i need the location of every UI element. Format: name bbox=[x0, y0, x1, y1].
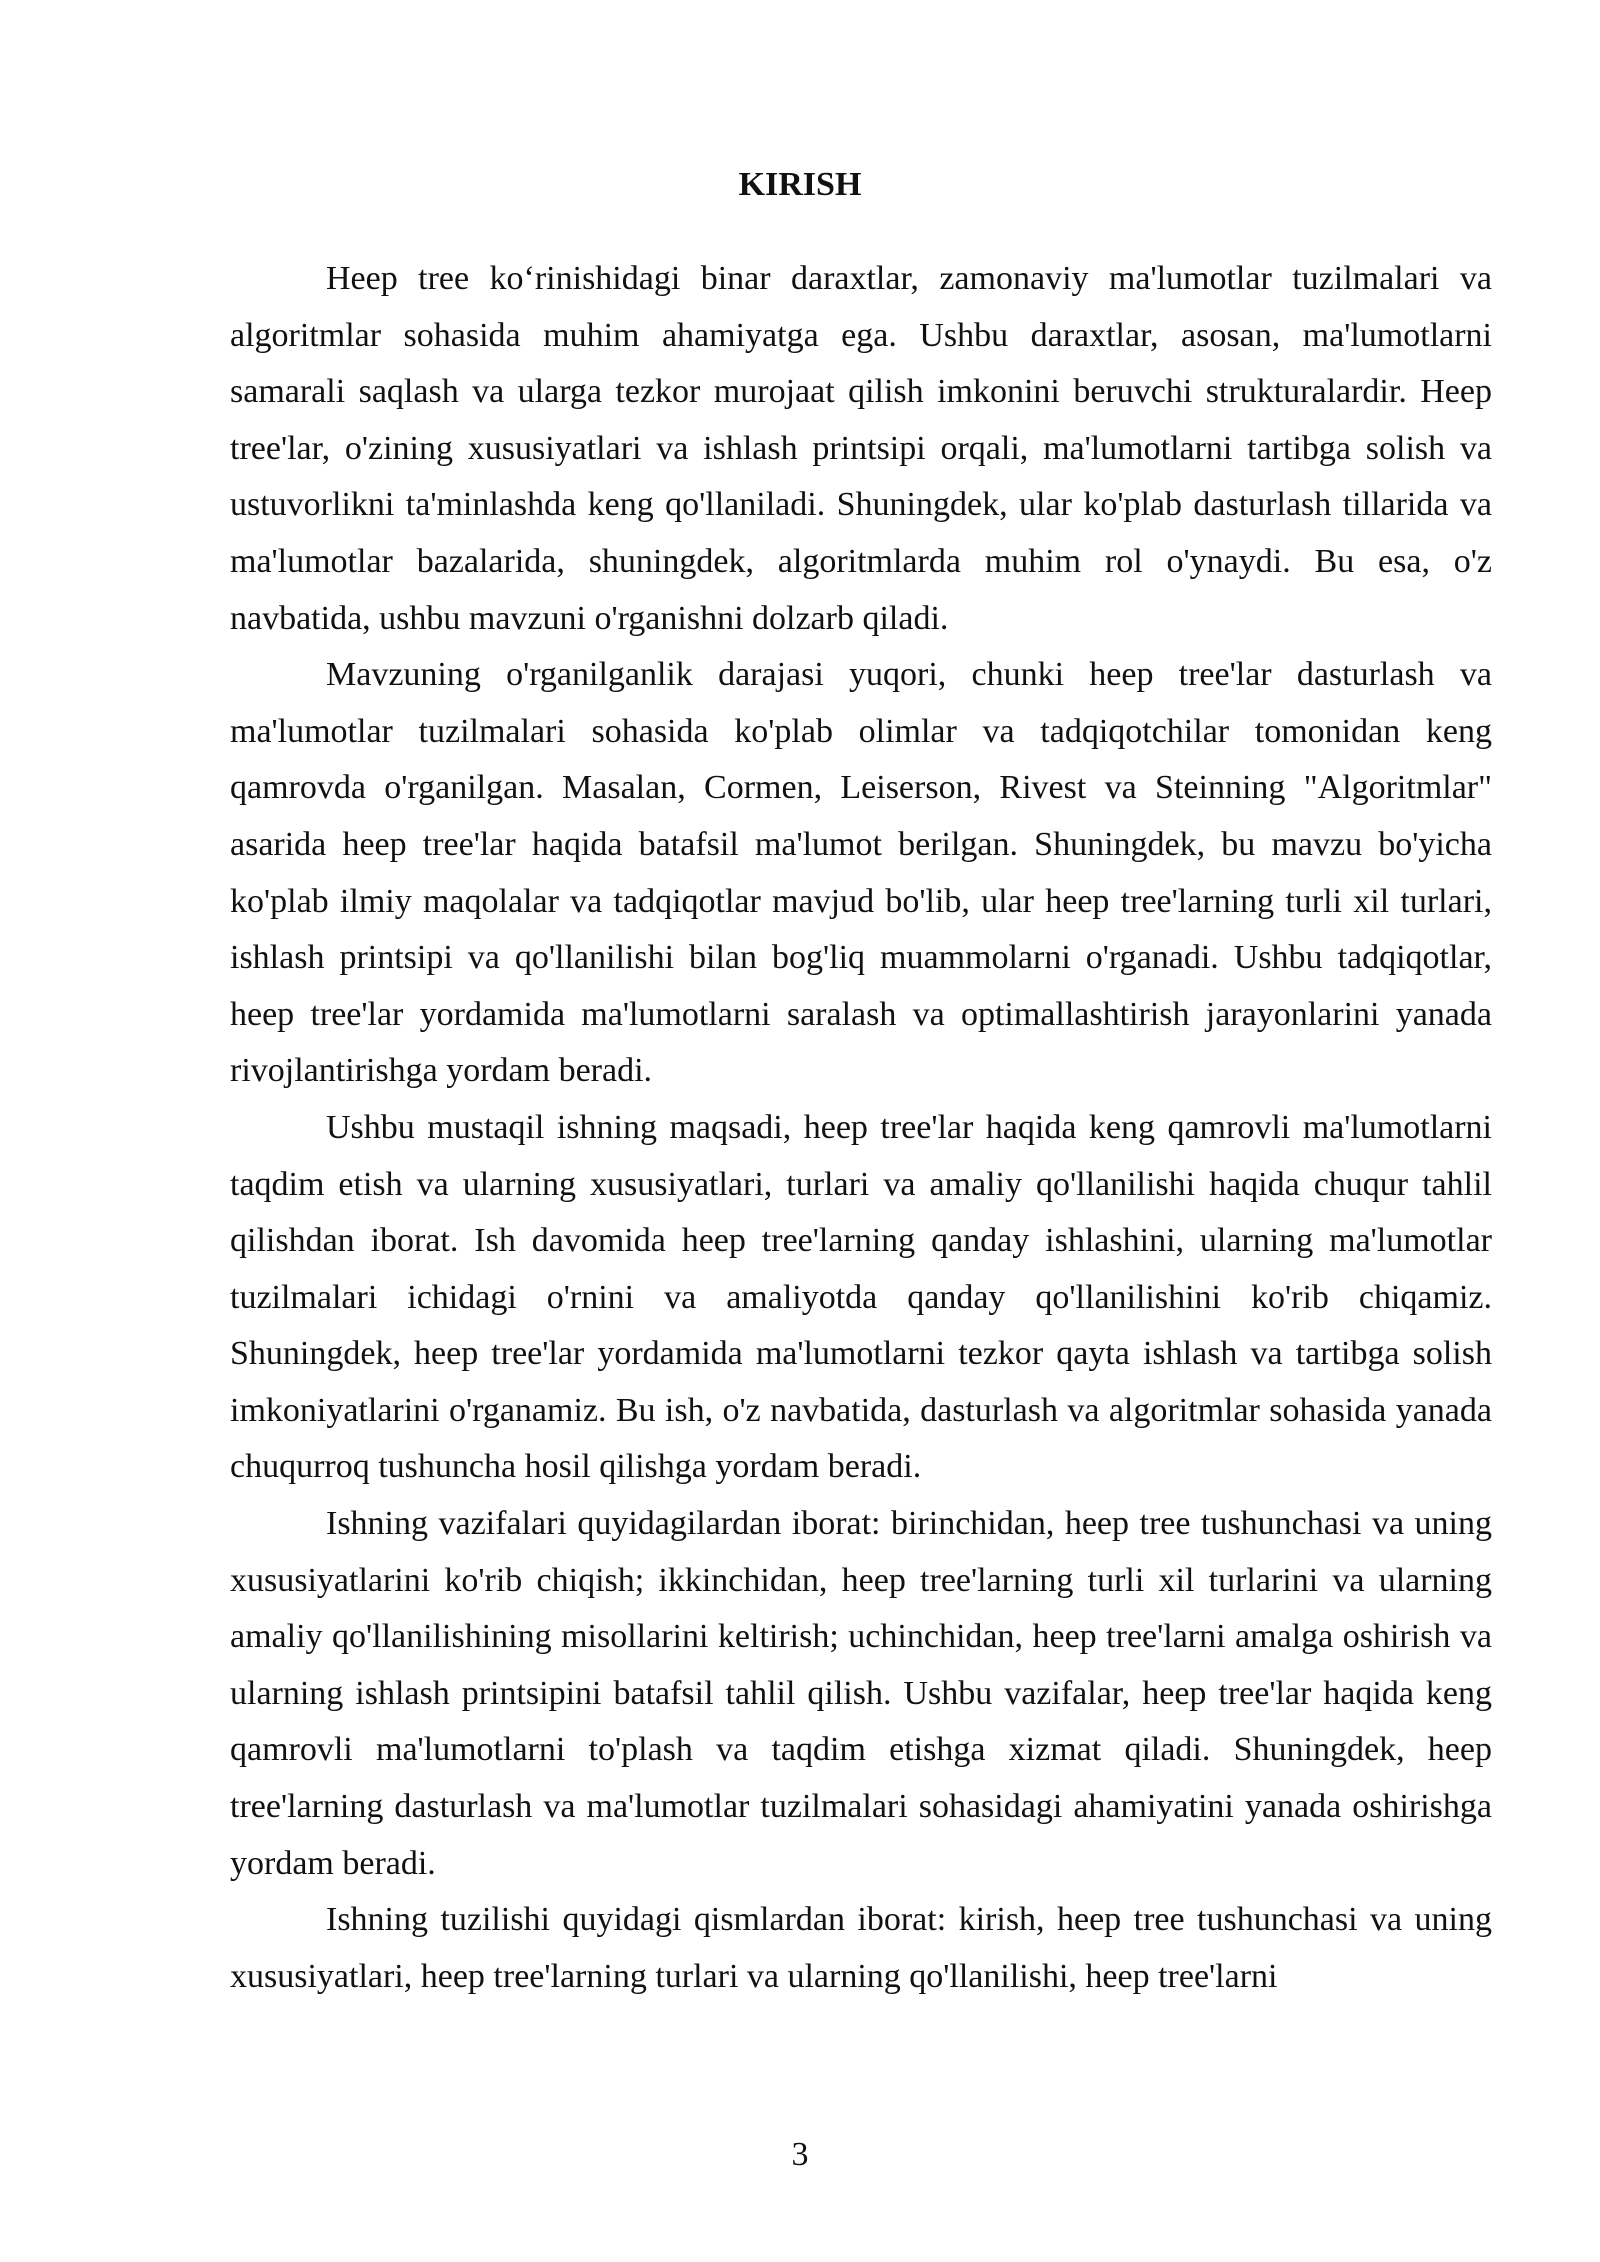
paragraph-structure: Ishning tuzilishi quyidagi qismlardan iborat: kirish, heep tree tushunchasi va uning xususiyatlari, heep tree'larning turlari va ularning qo'llanilishi, heep tree'larni bbox=[230, 1901, 1492, 1995]
paragraph-research-level: Mavzuning o'rganilganlik darajasi yuqori, chunki heep tree'lar dasturlash va ma'lumotlar tuzilmalari sohasida ko'plab olimlar va tadqiqotchilar tomonidan keng qamrovda o'rganilgan. Masalan, Cormen, Leiserson, Rivest va Steinning "Algoritmlar" asarida heep tree'lar haqida batafsil ma'lumot berilgan. Shuningdek, bu mavzu bo'yicha ko'plab ilmiy maqolalar va tadqiqotlar mavjud bo'lib, ular heep tree'larning turli xil turlari, ishlash printsipi va qo'llanilishi bilan bog'liq muammolarni o'rganadi. Ushbu tadqiqotlar, heep tree'lar yordamida ma'lumotlarni saralash va optimallashtirish jarayonlarini yanada rivojlantirishga yordam beradi. bbox=[230, 656, 1492, 1090]
page-number: 3 bbox=[791, 2136, 809, 2173]
paragraph-introduction: Heep tree ko‘rinishidagi binar daraxtlar, zamonaviy ma'lumotlar tuzilmalari va algoritmlar sohasida muhim ahamiyatga ega. Ushbu daraxtlar, asosan, ma'lumotlarni samarali saqlash va ularga tezkor murojaat qilish imkonini beruvchi strukturalardir. Heep tree'lar, o'zining xususiyatlari va ishlash printsipi orqali, ma'lumotlarni tartibga solish va ustuvorlikni ta'minlashda keng qo'llaniladi. Shuningdek, ular ko'plab dasturlash tillarida va ma'lumotlar bazalarida, shuningdek, algoritmlarda muhim rol o'ynaydi. Bu esa, o'z navbatida, ushbu mavzuni o'rganishni dolzarb qiladi. bbox=[230, 260, 1492, 637]
paragraph-goal: Ushbu mustaqil ishning maqsadi, heep tree'lar haqida keng qamrovli ma'lumotlarni taqdim etish va ularning xususiyatlari, turlari va amaliy qo'llanilishi haqida chuqur tahlil qilishdan iborat. Ish davomida heep tree'larning qanday ishlashini, ularning ma'lumotlar tuzilmalari ichidagi o'rnini va amaliyotda qanday qo'llanilishini ko'rib chiqamiz. Shuningdek, heep tree'lar yordamida ma'lumotlarni tezkor qayta ishlash va tartibga solish imkoniyatlarini o'rganamiz. Bu ish, o'z navbatida, dasturlash va algoritmlar sohasida yanada chuqurroq tushuncha hosil qilishga yordam beradi. bbox=[230, 1108, 1492, 1486]
paragraph-tasks: Ishning vazifalari quyidagilardan iborat: birinchidan, heep tree tushunchasi va uning xususiyatlarini ko'rib chiqish; ikkinchidan, heep tree'larning turli xil turlarini va ularning amaliy qo'llanilishining misollarini keltirish; uchinchidan, heep tree'larni amalga oshirish va ularning ishlash printsipini batafsil tahlil qilish. Ushbu vazifalar, heep tree'lar haqida keng qamrovli ma'lumotlarni to'plash va taqdim etishga xizmat qiladi. Shuningdek, heep tree'larning dasturlash va ma'lumotlar tuzilmalari sohasidagi ahamiyatini yanada oshirishga yordam beradi. bbox=[230, 1505, 1492, 1882]
section-title: KIRISH bbox=[738, 166, 862, 203]
body-text bbox=[230, 251, 1492, 2005]
